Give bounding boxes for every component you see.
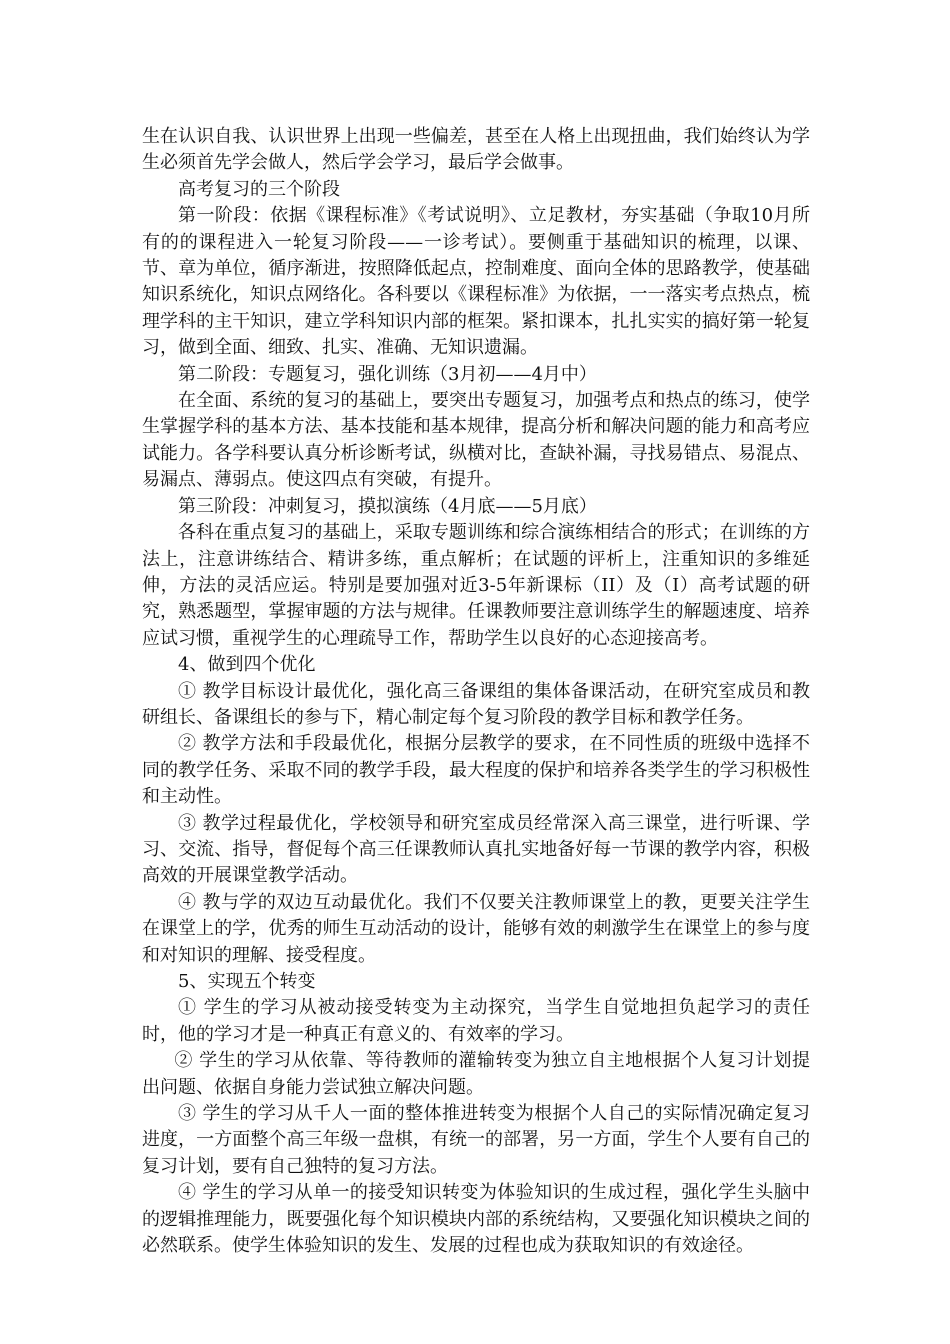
list-item-transformation-2: ② 学生的学习从依靠、等待教师的灌输转变为独立自主地根据个人复习计划提出问题、依据自身能力尝试独立解决问题。 [142, 1050, 810, 1098]
document-page [142, 124, 810, 1259]
paragraph-stage-one: 第一阶段：依据《课程标准》《考试说明》、立足教材，夯实基础（争取10月所有的的课程进入一轮复习阶段——一诊考试）。要侧重于基础知识的梳理，以课、节、章为单位，循序渐进，按照降低起点，控制难度、面向全体的思路教学，使基础知识系统化，知识点网络化。各科要以《课程标准》为依据，一一落实考点热点，梳理学科的主干知识，建立学科知识内部的框架。紧扣课本，扎扎实实的搞好第一轮复习，做到全面、细致、扎实、准确、无知识遗漏。 [142, 205, 810, 359]
list-item-transformation-4: ④ 学生的学习从单一的接受知识转变为体验知识的生成过程，强化学生头脑中的逻辑推理能力，既要强化每个知识模块内部的系统结构，又要强化知识模块之间的必然联系。使学生体验知识的发生、发展的过程也成为获取知识的有效途径。 [142, 1182, 810, 1257]
section-heading-four-optimizations: 4、做到四个优化 [178, 654, 316, 676]
list-item-optimization-4: ④ 教与学的双边互动最优化。我们不仅要关注教师课堂上的教，更要关注学生在课堂上的学，优秀的师生互动活动的设计，能够有效的刺激学生在课堂上的参与度和对知识的理解、接受程度。 [142, 891, 810, 966]
paragraph-stage-three: 各科在重点复习的基础上，采取专题训练和综合演练相结合的形式；在训练的方法上，注意讲练结合、精讲多练，重点解析；在试题的评析上，注重知识的多维延伸，方法的灵活应运。特别是要加强对近3-5年新课标（II）及（I）高考试题的研究，熟悉题型，掌握审题的方法与规律。任课教师要注意训练学生的解题速度、培养应试习惯，重视学生的心理疏导工作，帮助学生以良好的心态迎接高考。 [142, 522, 810, 649]
section-heading-three-stages: 高考复习的三个阶段 [178, 178, 340, 200]
list-item-transformation-1: ① 学生的学习从被动接受转变为主动探究，当学生自觉地担负起学习的责任时，他的学习才是一种真正有意义的、有效率的学习。 [142, 997, 810, 1045]
heading-stage-two: 第二阶段：专题复习，强化训练（3月初——4月中） [178, 363, 597, 385]
list-item-optimization-2: ② 教学方法和手段最优化，根据分层教学的要求，在不同性质的班级中选择不同的教学任务、采取不同的教学手段，最大程度的保护和培养各类学生的学习积极性和主动性。 [142, 733, 810, 808]
paragraph-stage-two: 在全面、系统的复习的基础上，要突出专题复习，加强考点和热点的练习，使学生掌握学科的基本方法、基本技能和基本规律，提高分析和解决问题的能力和高考应试能力。各学科要认真分析诊断考试，纵横对比，查缺补漏，寻找易错点、易混点、易漏点、薄弱点。使这四点有突破，有提升。 [142, 390, 810, 491]
list-item-transformation-3: ③ 学生的学习从千人一面的整体推进转变为根据个人自己的实际情况确定复习进度，一方面整个高三年级一盘棋，有统一的部署，另一方面，学生个人要有自己的复习计划，要有自己独特的复习方法。 [142, 1103, 810, 1177]
list-item-optimization-1: ① 教学目标设计最优化，强化高三备课组的集体备课活动，在研究室成员和教研组长、备课组长的参与下，精心制定每个复习阶段的教学目标和教学任务。 [142, 680, 810, 728]
paragraph-continuation: 生在认识自我、认识世界上出现一些偏差，甚至在人格上出现扭曲，我们始终认为学生必须首先学会做人，然后学会学习，最后学会做事。 [142, 126, 810, 174]
section-heading-five-transformations: 5、实现五个转变 [178, 971, 316, 992]
list-item-optimization-3: ③ 教学过程最优化，学校领导和研究室成员经常深入高三课堂，进行听课、学习、交流、指导，督促每个高三任课教师认真扎实地备好每一节课的教学内容，积极高效的开展课堂教学活动。 [142, 812, 810, 887]
heading-stage-three: 第三阶段：冲刺复习，摸拟演练（4月底——5月底） [178, 495, 597, 517]
